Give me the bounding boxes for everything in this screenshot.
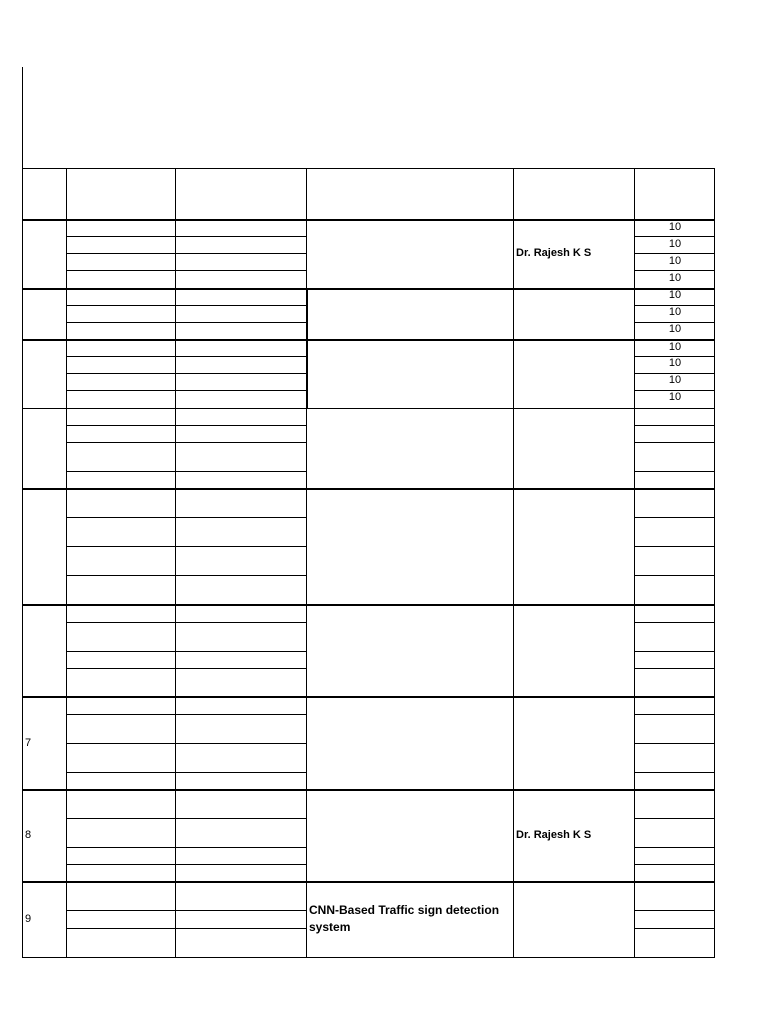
score-subrow-line: [634, 668, 715, 669]
right-border-line: [714, 168, 715, 958]
subrow-line: [66, 322, 307, 323]
score-subrow-line: [634, 714, 715, 715]
subrow-line: [66, 373, 307, 374]
score-subrow-line: [634, 425, 715, 426]
subrow-line: [66, 818, 307, 819]
score-cell: 10: [668, 255, 682, 267]
group-line-thick: [22, 696, 715, 698]
group-line: [22, 789, 715, 791]
score-cell: 10: [668, 341, 682, 353]
subrow-line: [66, 305, 307, 306]
subrow-line: [66, 928, 307, 929]
subrow-line: [66, 651, 307, 652]
guide-name: Dr. Rajesh K S: [516, 247, 592, 259]
subrow-line: [66, 442, 307, 443]
subrow-line: [66, 772, 307, 773]
score-subrow-line: [634, 818, 715, 819]
subrow-line: [66, 517, 307, 518]
score-subrow-line: [634, 743, 715, 744]
column-line: [513, 168, 514, 958]
score-subrow-line: [634, 253, 715, 254]
subrow-line: [66, 253, 307, 254]
score-subrow-line: [634, 847, 715, 848]
left-border-line: [22, 67, 23, 958]
score-subrow-line: [634, 910, 715, 911]
score-subrow-line: [634, 517, 715, 518]
subrow-line: [66, 390, 307, 391]
serial-number: 7: [25, 737, 32, 749]
score-subrow-line: [634, 772, 715, 773]
score-subrow-line: [634, 864, 715, 865]
subrow-line: [66, 668, 307, 669]
subrow-line: [66, 270, 307, 271]
group-line: [22, 288, 715, 290]
score-subrow-line: [634, 575, 715, 576]
score-cell: 10: [668, 374, 682, 386]
bottom-line: [22, 957, 715, 958]
subrow-line: [66, 356, 307, 357]
score-cell: 10: [668, 238, 682, 250]
subrow-line: [66, 471, 307, 472]
group-line-thick: [22, 604, 715, 606]
header-top-line: [22, 168, 715, 169]
score-cell: 10: [668, 357, 682, 369]
column-line: [306, 168, 307, 958]
serial-number: 8: [25, 829, 32, 841]
subrow-line: [66, 236, 307, 237]
subrow-line: [66, 714, 307, 715]
group-line: [22, 219, 715, 221]
subrow-line: [66, 847, 307, 848]
guide-name: Dr. Rajesh K S: [516, 829, 592, 841]
column-line: [634, 168, 635, 958]
subrow-line: [66, 864, 307, 865]
group-line: [22, 488, 715, 490]
subrow-line: [66, 743, 307, 744]
serial-number: 9: [25, 913, 32, 925]
score-subrow-line: [634, 442, 715, 443]
score-cell: 10: [668, 289, 682, 301]
column-line: [66, 168, 67, 958]
score-subrow-line: [634, 651, 715, 652]
subrow-line: [66, 910, 307, 911]
group-line: [22, 339, 715, 341]
score-cell: 10: [668, 391, 682, 403]
subrow-line: [66, 425, 307, 426]
project-title: CNN-Based Traffic sign detection system: [309, 903, 500, 934]
column-line: [175, 168, 176, 958]
score-subrow-line: [634, 622, 715, 623]
score-subrow-line: [634, 471, 715, 472]
subrow-line: [66, 622, 307, 623]
score-subrow-line: [634, 928, 715, 929]
group-line: [22, 408, 715, 409]
score-cell: 10: [668, 306, 682, 318]
score-cell: 10: [668, 221, 682, 233]
score-cell: 10: [668, 323, 682, 335]
group-line: [22, 881, 715, 883]
subrow-line: [66, 575, 307, 576]
score-cell: 10: [668, 272, 682, 284]
score-subrow-line: [634, 236, 715, 237]
subrow-line: [66, 546, 307, 547]
score-subrow-line: [634, 546, 715, 547]
score-subrow-line: [634, 270, 715, 271]
